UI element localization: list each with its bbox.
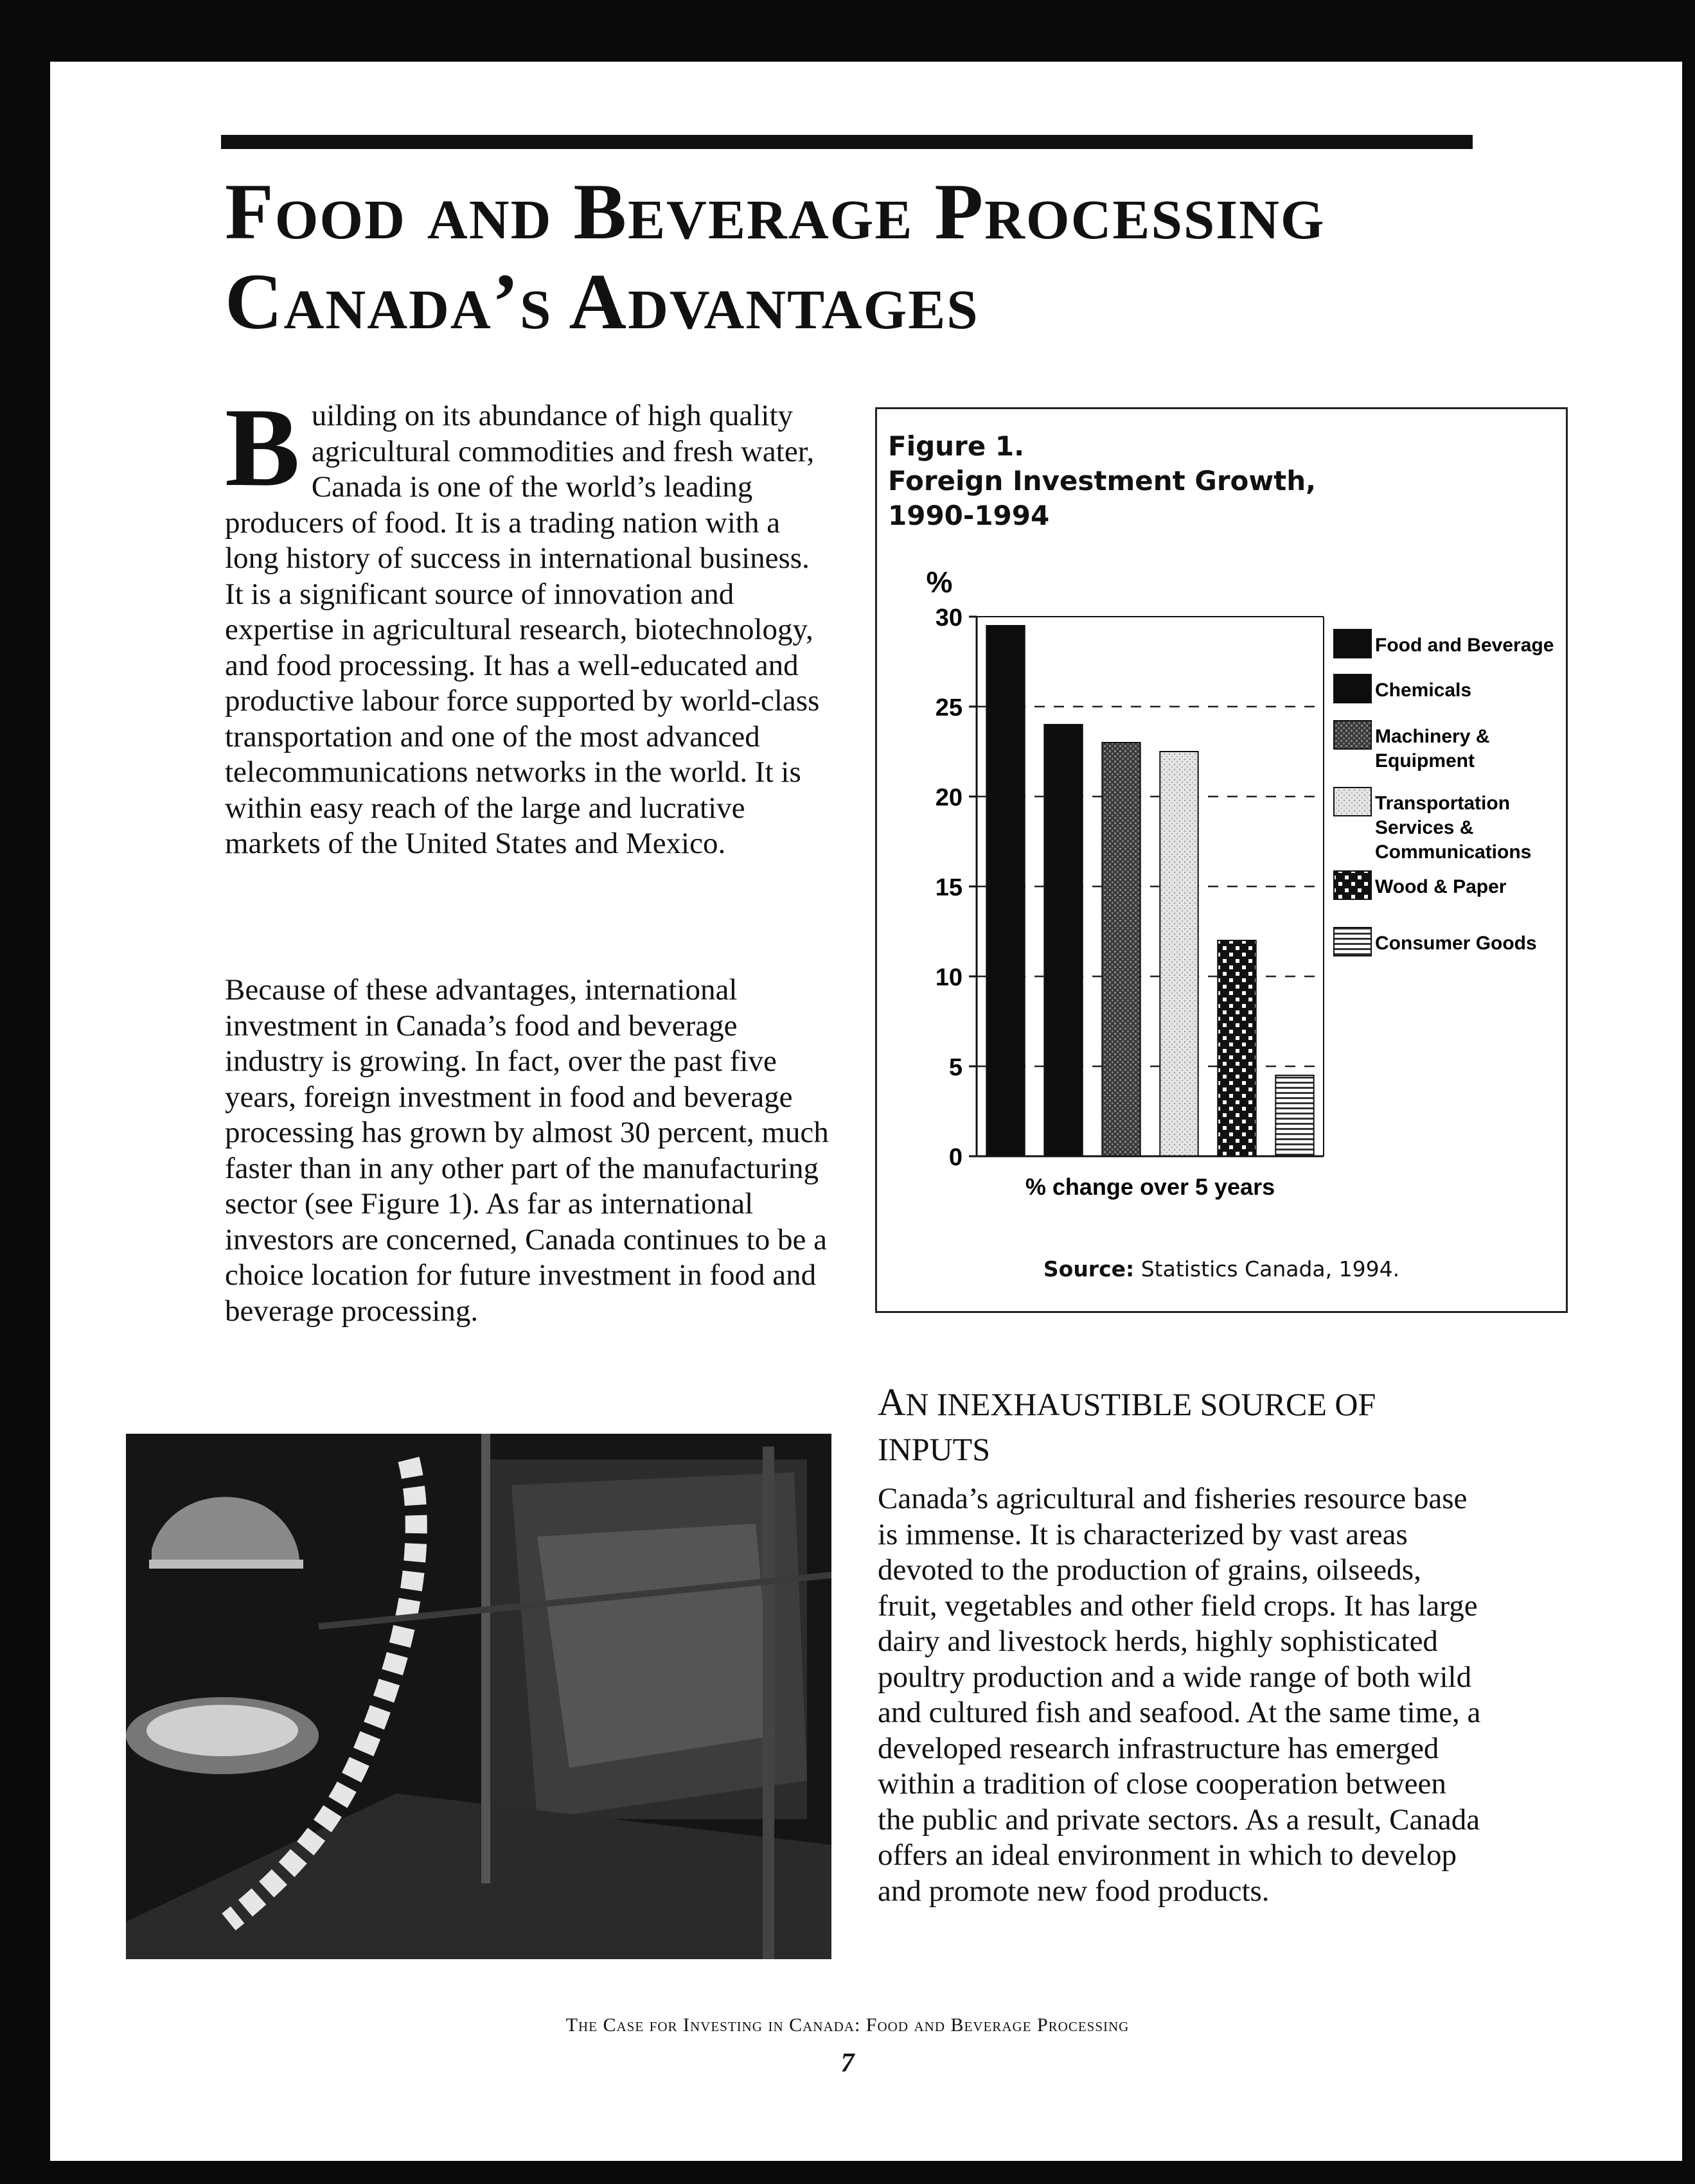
legend-item [1334,721,1489,771]
investment-paragraph: Because of these advantages, international investment in Canada’s food and beverage industry is growing. In fact, over the past five years, foreign investment in food and beverage processing has grown by almost 30 percent, much faster than in any other part of the manufacturing sector (see Figure 1). As far as international investors are concerned, Canada continues to be a choice location for future investment in food and beverage processing. [225,973,829,1328]
y-tick-label: 30 [935,604,963,631]
x-axis-label: % change over 5 years [1025,1174,1275,1200]
bar-6 [1275,1075,1313,1156]
y-tick-label: 15 [935,874,963,901]
bar-2 [1044,725,1082,1156]
scan-border-left [0,0,50,2184]
legend-swatch [1334,928,1371,956]
intro-paragraph-text: uilding on its abundance of high quality agricultural commodities and fresh water, Canada is one of the world’s leading producers of food. It is a trading nation with a long history of success in international business. It is a significant source of innovation and expertise in agricultural research, biotechnology, and food processing. It has a well-educated and productive labour force supported by world-class transportation and one of the most advanced telecommunications networks in the world. It is within easy reach of the large and lucrative markets of the United States and Mexico. [225,399,820,860]
figure-label: Figure 1. [888,430,1025,462]
legend-label: Wood & Paper [1375,876,1507,897]
legend-label: Services & [1375,817,1474,838]
y-tick-label: 20 [935,784,963,811]
header-rule [221,135,1473,149]
page-title-line2: Canada’s Advantages [225,258,979,346]
bar-1 [986,626,1024,1156]
legend-label: Communications [1375,841,1532,863]
y-tick-label: 25 [935,694,963,721]
legend-swatch [1334,871,1371,899]
legend-item [1334,788,1531,863]
running-footer: The Case for Investing in Canada: Food and Beverage Processing [565,2014,1130,2036]
legend-label: Consumer Goods [1375,933,1537,954]
scan-border-top [0,0,1695,62]
page-title-line1: Food and Beverage Processing [225,168,1326,256]
legend-item [1334,871,1507,899]
drop-cap: B [225,385,300,509]
y-tick-label: 0 [948,1144,963,1171]
legend-item [1334,928,1537,956]
figure-title: Foreign Investment Growth, 1990-1994 [888,465,1317,531]
bar-5 [1218,940,1256,1156]
legend-label: Machinery & [1375,726,1490,747]
legend-label: Food and Beverage [1375,635,1554,656]
page-number: 7 [840,2048,855,2078]
source-label: Source: [1043,1256,1135,1281]
legend-swatch [1334,674,1371,703]
legend-label: Chemicals [1375,680,1472,701]
legend-item [1334,674,1471,703]
section-heading [878,1380,1495,1472]
figure-source [875,1256,1568,1281]
bar-3 [1102,743,1140,1156]
scan-border-bottom [0,2161,1695,2184]
section-heading-text: N INEXHAUSTIBLE SOURCE OF INPUTS [878,1386,1376,1467]
investment-growth-chart [880,552,1561,1220]
food-processing-photo [126,1434,831,1959]
bar-4 [1160,752,1198,1156]
resources-paragraph: Canada’s agricultural and fisheries resource base is immense. It is characterized by vast areas devoted to the production of grains, oilseeds, fruit, vegetables and other field crops. It has large dairy and livestock herds, highly sophisticated poultry production and a wide range of both wild and cultured fish and seafood. At the same time, a developed research infrastructure has emerged within a tradition of close cooperation between the public and private sectors. As a result, Canada offers an ideal environment in which to develop and promote new food products. [878,1482,1481,1908]
section-heading-first-letter: A [878,1381,906,1423]
legend-item [1334,630,1554,658]
legend-swatch [1334,788,1371,816]
y-axis-label: % [926,565,953,599]
scan-border-right [1682,0,1695,2184]
figure-heading [888,429,1338,533]
legend-label: Equipment [1375,750,1475,771]
legend-swatch [1334,721,1371,749]
intro-paragraph [225,385,829,862]
legend-label: Transportation [1375,793,1511,814]
legend-swatch [1334,630,1371,658]
y-tick-label: 10 [935,964,963,991]
source-text: Statistics Canada, 1994. [1140,1256,1400,1281]
y-tick-label: 5 [948,1054,963,1081]
